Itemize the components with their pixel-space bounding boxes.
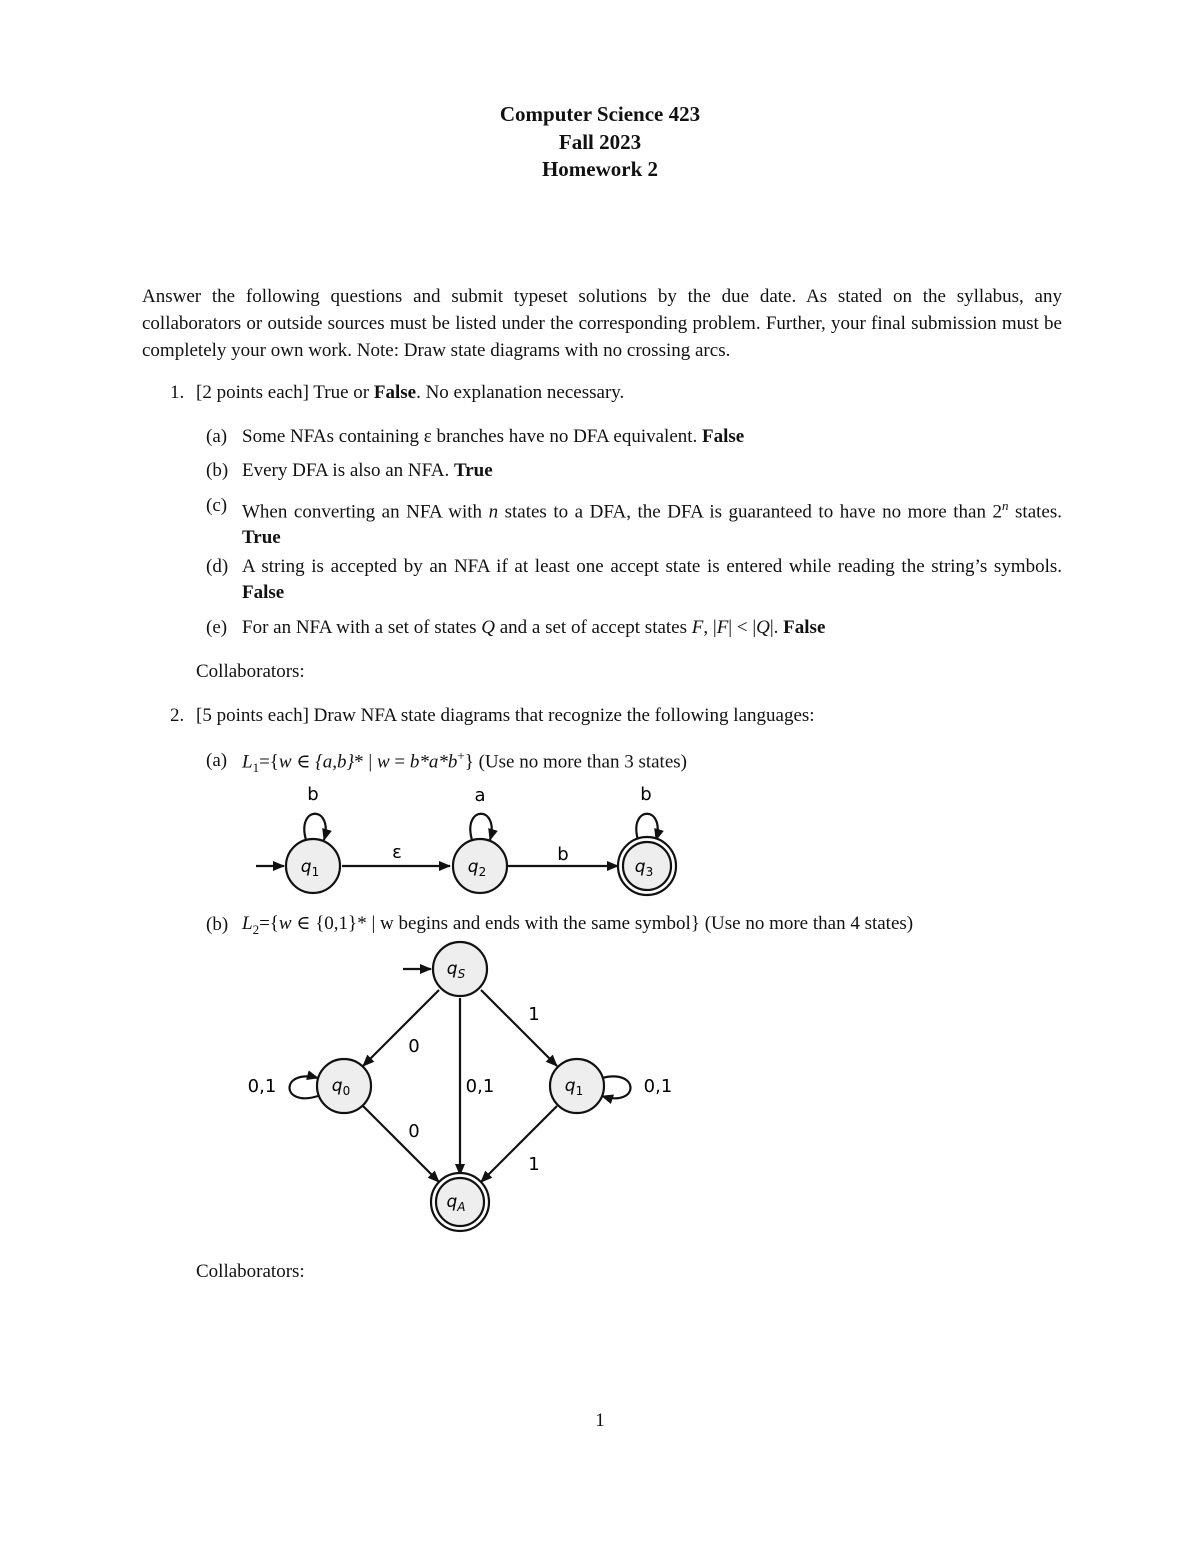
q2-number: 2.	[170, 705, 185, 726]
q1d-answer: False	[242, 582, 285, 603]
edge-q0-qa	[363, 1106, 439, 1182]
q1c-label: (c)	[206, 495, 228, 516]
state-label-q0: $q_0$	[331, 1076, 351, 1098]
edge-qs-q0	[363, 990, 439, 1066]
q1d-label: (d)	[206, 556, 229, 577]
instructions-paragraph: Answer the following questions and submit typeset solutions by the due date. As stated on the syllabus, any collaborators or outside sources must be listed under the corresponding problem. Further, your final submission must be completely your own work. Note: Draw state diagrams with no crossing arcs.	[142, 286, 1062, 361]
term: Fall 2023	[558, 130, 642, 154]
loop-label-q0: 0,1	[247, 1076, 277, 1097]
q1e-text: For an NFA with a set of states Q and a set of accept states F, |F| < |Q|. False	[242, 617, 826, 638]
q2b-language: $L_2=\{w$ ∈ {0,1}* | w begins and ends with the same symbol} (Use no more than 4 states)	[242, 913, 914, 937]
q1b-answer: True	[453, 460, 493, 481]
state-label-q3: $q_3$	[634, 857, 654, 879]
course-title: Computer Science 423	[499, 102, 701, 126]
q1e-answer: False	[783, 617, 826, 638]
edge-label-qs-qa: 0,1	[465, 1076, 495, 1097]
q1c-text: When converting an NFA with n states to a DFA, the DFA is guaranteed to have no more than 2$^n$ states. True	[242, 498, 1062, 549]
q1-prompt: [2 points each] True or False. No explanation necessary.	[196, 382, 625, 403]
q1b-text: Every DFA is also an NFA. True	[242, 460, 493, 481]
q1d-text: A string is accepted by an NFA if at least one accept state is entered while reading the string’s symbols. False	[242, 556, 1062, 603]
loop-label-q1: b	[307, 784, 319, 805]
q2-prompt: [5 points each] Draw NFA state diagrams that recognize the following languages:	[196, 705, 815, 726]
edge-label-q1-qa: 1	[528, 1154, 540, 1175]
q2b-label: (b)	[206, 914, 229, 935]
edge-label-qs-q1: 1	[528, 1004, 540, 1025]
q2a-language: $L_1=\{w$ ∈ {a,b}* | w = b*a*b+} (Use no more than 3 states)	[242, 748, 687, 776]
edge-label-b: b	[557, 844, 569, 865]
edge-qs-q1	[481, 990, 557, 1066]
loop-label-q1-b: 0,1	[643, 1076, 673, 1097]
page-number: 1	[595, 1410, 605, 1431]
loop-label-q3: b	[640, 784, 652, 805]
q2a-label: (a)	[206, 750, 228, 771]
q1b-label: (b)	[206, 460, 229, 481]
q1a-label: (a)	[206, 426, 228, 447]
state-label-qs: $q_S$	[446, 959, 466, 981]
q1-number: 1.	[170, 382, 185, 403]
q1c-answer: True	[242, 527, 281, 549]
q1-collaborators: Collaborators:	[196, 661, 305, 682]
edge-label-qs-q0: 0	[408, 1036, 420, 1057]
q1a-text: Some NFAs containing ε branches have no DFA equivalent. False	[242, 426, 745, 447]
edge-q1-qa	[481, 1106, 557, 1182]
loop-label-q2: a	[474, 785, 486, 806]
edge-label-epsilon: ε	[392, 842, 402, 863]
edge-label-q0-qa: 0	[408, 1121, 420, 1142]
state-label-q1: $q_1$	[300, 857, 320, 879]
loop-q1-b	[602, 1076, 631, 1098]
state-label-q2: $q_2$	[467, 857, 487, 879]
loop-q0	[290, 1076, 319, 1098]
state-label-q1-b: $q_1$	[564, 1076, 584, 1098]
q1e-label: (e)	[206, 617, 228, 638]
q1a-answer: False	[702, 426, 745, 447]
state-label-qa: $q_A$	[446, 1192, 466, 1214]
assignment-title: Homework 2	[541, 157, 659, 181]
q2-collaborators: Collaborators:	[196, 1261, 305, 1282]
